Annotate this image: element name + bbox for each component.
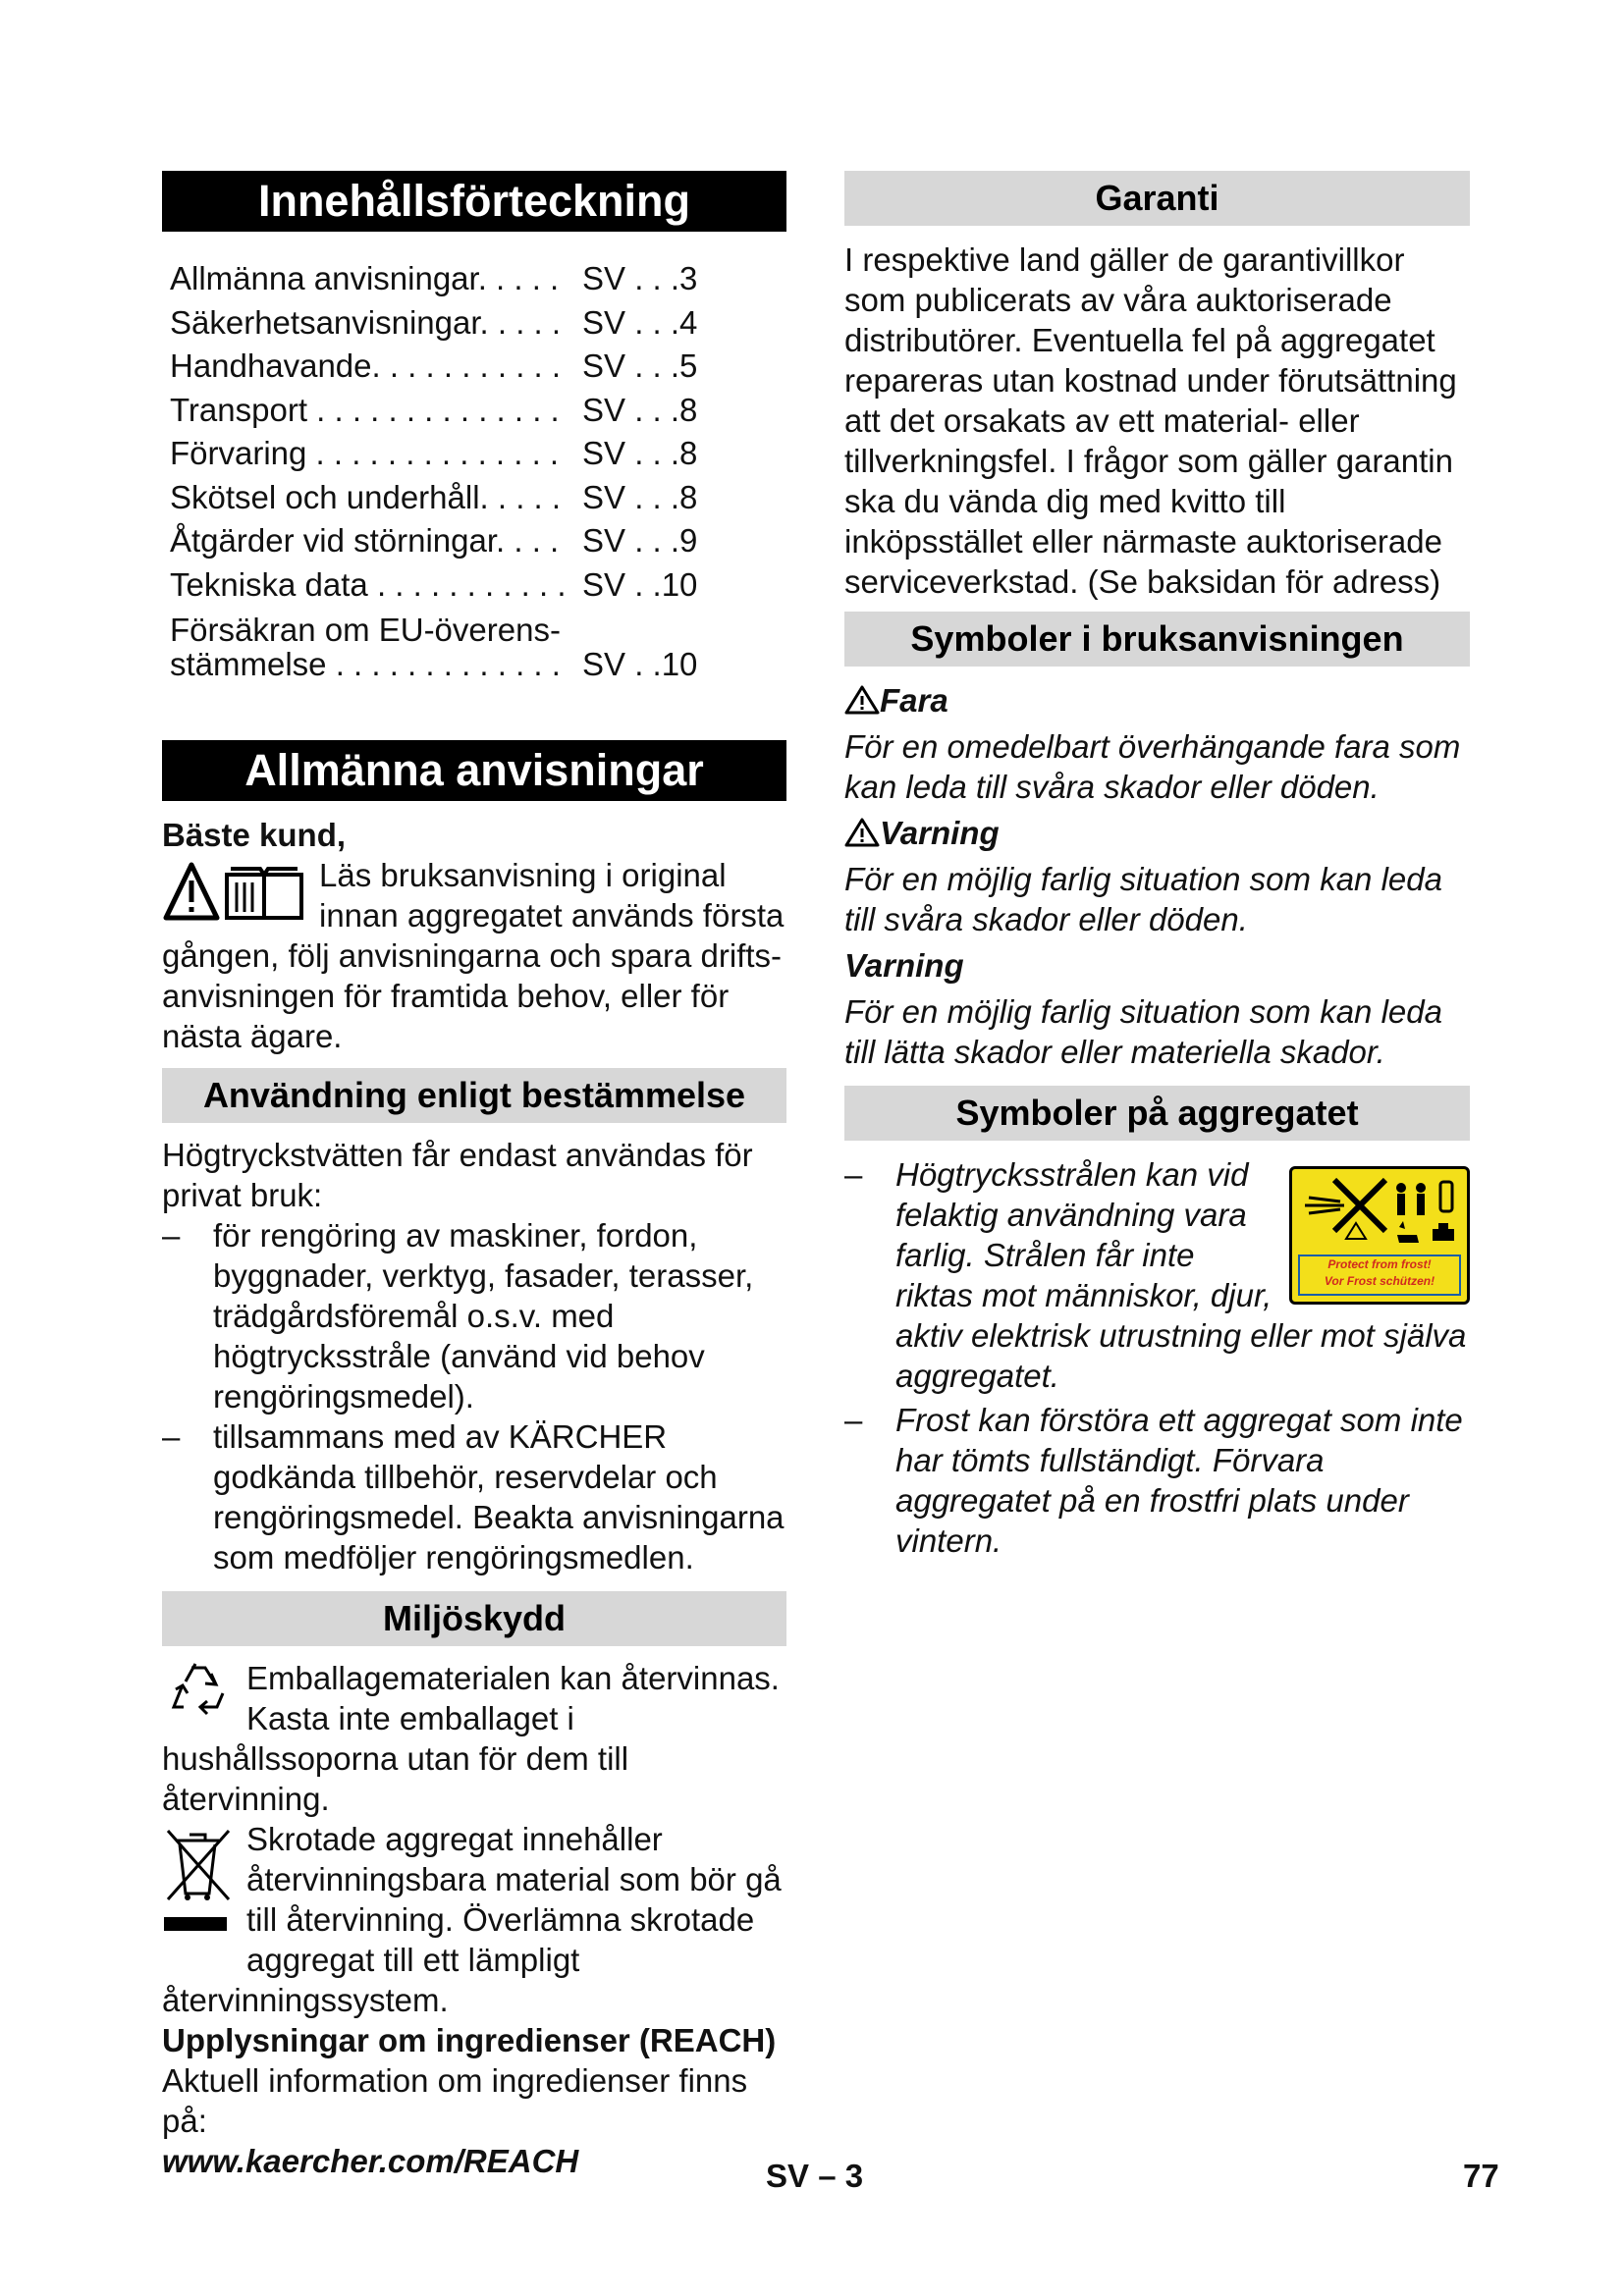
toc-title: Försäkran om EU-överens- xyxy=(170,612,561,648)
toc-title: Förvaring . . . . . . . . . . . . . . xyxy=(170,435,560,471)
toc-title: Åtgärder vid störningar. . . . xyxy=(170,522,560,559)
frost-warning-sign xyxy=(1289,1166,1470,1305)
toc-page: SV . . .8 xyxy=(582,391,698,428)
disposal-block xyxy=(162,1819,786,2020)
warning-label xyxy=(844,813,1470,853)
frost-sign-line2: Vor Frost schützen! xyxy=(1324,1274,1435,1288)
intro-block xyxy=(162,855,786,1056)
left-column xyxy=(162,171,786,2181)
caution-text: För en möjlig farlig situation som kan leda till lätta skador eller materiella skador. xyxy=(844,993,1442,1070)
right-column xyxy=(844,171,1470,1561)
toc-title: Tekniska data . . . . . . . . . . . xyxy=(170,565,567,603)
usage-item-text: för rengöring av maskiner, fordon, byggnader, verktyg, fasader, terasser, trädgårdsföremål o.s.v. med högtrycksstråle (använd vid behov rengöringsmedel). xyxy=(213,1217,754,1415)
toc-row[interactable] xyxy=(170,345,786,389)
recycle-text: Emballagematerialen kan återvinnas. Kasta inte emballaget i hushållssoporna utan för dem till återvinning. xyxy=(162,1660,780,1817)
recycle-block xyxy=(162,1658,786,1819)
caution-label: Varning xyxy=(844,947,964,984)
warning-book-icon xyxy=(162,861,309,933)
toc-page: SV . . .8 xyxy=(582,435,698,471)
danger-label xyxy=(844,680,1470,721)
symbols-device-heading: Symboler på aggregatet xyxy=(844,1086,1470,1141)
list-item: – tillsammans med av KÄRCHER godkända tillbehör, reservdelar och rengöringsmedel. Beakta anvisningarna som medföljer rengöringsmedlen. xyxy=(162,1418,785,1575)
toc-title: Transport . . . . . . . . . . . . . . xyxy=(170,391,560,428)
toc-title: Säkerhetsanvisningar. . . . . xyxy=(170,303,562,341)
usage-item-text: tillsammans med av KÄRCHER godkända tillbehör, reservdelar och rengöringsmedel. Beakta anvisningarna som medföljer rengöringsmedlen. xyxy=(213,1418,785,1575)
device-symbol-text: Högtrycksstrålen kan vid felaktig användning vara farlig. Strålen får inte riktas mot människor, djur, aktiv elektrisk utrustning eller mot själva aggregatet. xyxy=(895,1156,1467,1394)
reach-title: Upplysningar om ingredienser (REACH) xyxy=(162,2022,777,2058)
toc-row[interactable] xyxy=(170,563,786,608)
toc-row[interactable] xyxy=(170,257,786,301)
page-number: 77 xyxy=(1463,2158,1499,2194)
toc-heading: Innehållsförteckning xyxy=(162,171,786,232)
warning-label-text: Varning xyxy=(880,815,1000,851)
toc-title: Allmänna anvisningar. . . . . xyxy=(170,260,560,296)
greeting: Bäste kund, xyxy=(162,817,347,853)
warning-text: För en möjlig farlig situation som kan leda till svåra skador eller döden. xyxy=(844,861,1442,937)
general-heading: Allmänna anvisningar xyxy=(162,740,786,801)
toc-page: SV . . .8 xyxy=(582,478,698,515)
toc-title: Handhavande. . . . . . . . . . . xyxy=(170,347,562,384)
usage-intro: Högtryckstvätten får endast användas för privat bruk: xyxy=(162,1137,753,1213)
toc-row[interactable] xyxy=(170,389,786,433)
toc-row[interactable] xyxy=(170,476,786,520)
device-symbol-text: Frost kan förstöra ett aggregat som inte har tömts fullständigt. Förvara aggregatet på en frostfri plats under vintern. xyxy=(895,1402,1463,1559)
toc-title: stämmelse . . . . . . . . . . . . . xyxy=(170,647,561,681)
toc-title: Skötsel och underhåll. . . . . xyxy=(170,478,562,515)
list-item: – för rengöring av maskiner, fordon, byggnader, verktyg, fasader, terasser, trädgårdsföremål o.s.v. med högtrycksstråle (använd vid behov rengöringsmedel). xyxy=(162,1217,754,1415)
warning-triangle-icon xyxy=(844,818,880,847)
usage-heading: Användning enligt bestämmelse xyxy=(162,1068,786,1123)
toc-row[interactable] xyxy=(170,432,786,476)
warranty-heading: Garanti xyxy=(844,171,1470,226)
environment-heading: Miljöskydd xyxy=(162,1591,786,1646)
disposal-text: Skrotade aggregat innehåller återvinningsbara material som bör gå till återvinning. Överlämna skrotade aggregat till ett lämpligt återvinningssystem. xyxy=(162,1821,782,2018)
warning-triangle-icon xyxy=(844,685,880,715)
table-of-contents xyxy=(170,257,786,681)
section-page-label: SV – 3 xyxy=(766,2158,864,2194)
toc-row[interactable] xyxy=(170,519,786,563)
toc-row[interactable] xyxy=(170,301,786,346)
high-pressure-jet-icon xyxy=(1295,1172,1464,1258)
reach-link[interactable]: www.kaercher.com/REACH xyxy=(162,2143,579,2179)
frost-sign-label xyxy=(1298,1255,1461,1296)
symbols-manual-heading: Symboler i bruksanvisningen xyxy=(844,612,1470,667)
crossed-bin-icon xyxy=(162,1823,235,1948)
toc-page: SV . . .3 xyxy=(582,260,698,296)
toc-page: SV . .10 xyxy=(582,646,698,682)
list-item: – Protect from frost! Vor Frost schützen! Högtrycksstrålen kan vid felaktig användning vara farlig. Strålen får inte riktas mot människor, djur, aktiv elektrisk utrustning eller mot själva aggregatet. xyxy=(844,1154,1470,1396)
danger-label-text: Fara xyxy=(880,682,948,719)
intro-text: Läs bruksanvisning i original innan aggregatet används första gången, följ anvisningarna och spara drifts-anvisningen för framtida behov, eller för nästa ägare. xyxy=(162,857,785,1054)
reach-text: Aktuell information om ingredienser finns på: xyxy=(162,2062,748,2139)
list-item: – Frost kan förstöra ett aggregat som inte har tömts fullständigt. Förvara aggregatet på en frostfri plats under vintern. xyxy=(844,1402,1463,1559)
warranty-text: I respektive land gäller de garantivillkor som publicerats av våra auktoriserade distributörer. Eventuella fel på aggregatet repareras utan kostnad under förutsättning att det orsakats av ett material- eller tillverkningsfel. I frågor som gäller garantin ska du vända dig med kvitto till inköpsstället eller närmaste auktoriserade serviceverkstad. (Se baksidan för adress) xyxy=(844,241,1457,600)
frost-sign-line1: Protect from frost! xyxy=(1327,1257,1432,1271)
toc-page: SV . .10 xyxy=(582,565,698,603)
toc-page: SV . . .4 xyxy=(582,303,698,341)
toc-page: SV . . .5 xyxy=(582,347,698,384)
recycle-icon xyxy=(162,1660,235,1732)
danger-text: För en omedelbart överhängande fara som kan leda till svåra skador eller döden. xyxy=(844,728,1461,805)
toc-row[interactable] xyxy=(170,613,786,681)
toc-page: SV . . .9 xyxy=(582,522,698,559)
